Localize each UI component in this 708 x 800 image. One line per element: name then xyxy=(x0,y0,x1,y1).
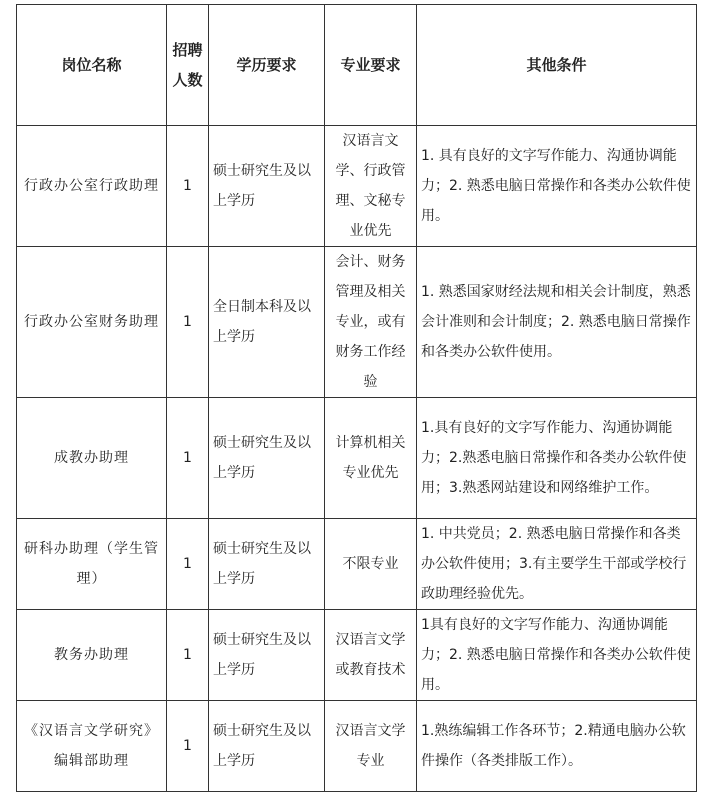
education-cell: 硕士研究生及以上学历 xyxy=(209,126,325,247)
other-requirements-cell: 1具有良好的文字写作能力、沟通协调能力；2. 熟悉电脑日常操作和各类办公软件使用。 xyxy=(417,610,697,701)
position-title-cell: 教务办助理 xyxy=(17,610,167,701)
major-cell: 不限专业 xyxy=(325,519,417,610)
other-requirements-cell: 1.熟练编辑工作各环节；2.精通电脑办公软件操作（各类排版工作）。 xyxy=(417,701,697,792)
hire-count-cell: 1 xyxy=(167,126,209,247)
hire-count-cell: 1 xyxy=(167,610,209,701)
education-cell: 硕士研究生及以上学历 xyxy=(209,701,325,792)
education-cell: 硕士研究生及以上学历 xyxy=(209,519,325,610)
major-cell: 计算机相关专业优先 xyxy=(325,398,417,519)
position-title-cell: 《汉语言文学研究》编辑部助理 xyxy=(17,701,167,792)
table-row xyxy=(17,610,697,701)
education-cell: 硕士研究生及以上学历 xyxy=(209,398,325,519)
table-row xyxy=(17,398,697,519)
major-cell: 汉语言文学或教育技术 xyxy=(325,610,417,701)
major-cell: 汉语言文学、行政管理、文秘专业优先 xyxy=(325,126,417,247)
header-education: 学历要求 xyxy=(209,5,325,126)
other-requirements-cell: 1. 具有良好的文字写作能力、沟通协调能力；2. 熟悉电脑日常操作和各类办公软件使用。 xyxy=(417,126,697,247)
recruitment-table xyxy=(16,4,697,792)
education-cell: 硕士研究生及以上学历 xyxy=(209,610,325,701)
position-title-cell: 行政办公室财务助理 xyxy=(17,247,167,398)
hire-count-cell: 1 xyxy=(167,701,209,792)
hire-count-cell: 1 xyxy=(167,398,209,519)
major-cell: 会计、财务管理及相关专业，或有财务工作经验 xyxy=(325,247,417,398)
table-row xyxy=(17,247,697,398)
other-requirements-cell: 1.具有良好的文字写作能力、沟通协调能力；2.熟悉电脑日常操作和各类办公软件使用；3.熟悉网站建设和网络维护工作。 xyxy=(417,398,697,519)
education-cell: 全日制本科及以上学历 xyxy=(209,247,325,398)
header-other-requirements: 其他条件 xyxy=(417,5,697,126)
table-row xyxy=(17,701,697,792)
other-requirements-cell: 1. 熟悉国家财经法规和相关会计制度，熟悉会计准则和会计制度；2. 熟悉电脑日常操作和各类办公软件使用。 xyxy=(417,247,697,398)
header-position-title: 岗位名称 xyxy=(17,5,167,126)
position-title-cell: 行政办公室行政助理 xyxy=(17,126,167,247)
position-title-cell: 研科办助理（学生管理） xyxy=(17,519,167,610)
header-hire-count: 招聘人数 xyxy=(167,5,209,126)
table-row xyxy=(17,126,697,247)
hire-count-cell: 1 xyxy=(167,247,209,398)
table-header-row xyxy=(17,5,697,126)
position-title-cell: 成教办助理 xyxy=(17,398,167,519)
major-cell: 汉语言文学专业 xyxy=(325,701,417,792)
hire-count-cell: 1 xyxy=(167,519,209,610)
other-requirements-cell: 1. 中共党员；2. 熟悉电脑日常操作和各类办公软件使用；3.有主要学生干部或学校行政助理经验优先。 xyxy=(417,519,697,610)
header-major: 专业要求 xyxy=(325,5,417,126)
table-row xyxy=(17,519,697,610)
